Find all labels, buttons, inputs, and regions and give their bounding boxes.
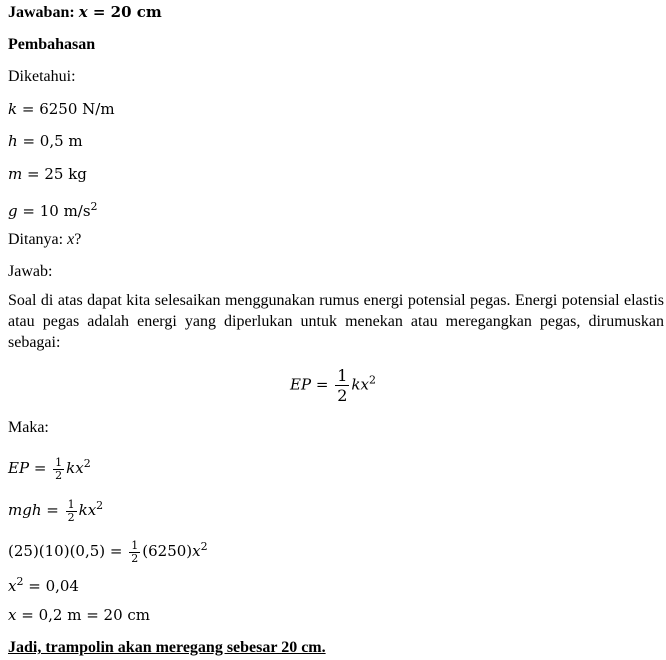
given-h: [8, 131, 83, 151]
given-k-value: = 6250 N/m: [17, 100, 115, 118]
answer-label: Jawaban:: [8, 4, 75, 21]
ditanya-label: Ditanya:: [8, 231, 68, 248]
step-3-exponent: 2: [200, 540, 208, 553]
given-m: [8, 164, 87, 184]
step-2-lhs: mgh: [8, 501, 42, 519]
step-1: [8, 452, 91, 482]
answer-variable: x: [78, 3, 88, 21]
formula-fraction: [335, 366, 349, 405]
step-5-variable: x: [8, 606, 17, 624]
step-3-variable: x: [192, 542, 201, 560]
explanation-paragraph: Soal di atas dapat kita selesaikan menggunakan rumus energi potensial pegas. Energi potensial elastis atau pegas adalah energi yang diperlukan untuk menekan atau meregangkan pegas, dirumuskan sebagai:: [8, 292, 664, 351]
main-formula: [0, 366, 666, 405]
step-1-exponent: 2: [83, 457, 91, 470]
step-5: [8, 605, 150, 625]
conclusion: Jadi, trampolin akan meregang sebesar 20 cm.: [8, 639, 326, 656]
formula-exponent: 2: [368, 373, 376, 387]
step-3-rhs: (6250): [142, 542, 193, 560]
step-1-numerator: 1: [55, 455, 63, 469]
formula-denominator: 2: [337, 386, 348, 405]
given-g-value: = 10 m/s: [17, 202, 91, 220]
given-m-value: = 25 kg: [22, 165, 87, 183]
step-5-value: = 0,2 m = 20 cm: [16, 606, 151, 624]
step-4-exponent: 2: [16, 575, 24, 588]
given-k: [8, 99, 115, 119]
step-1-rhs: kx: [66, 459, 84, 477]
ditanya-mark: ?: [74, 231, 82, 248]
given-m-var: m: [8, 165, 23, 183]
step-4-value: = 0,04: [23, 577, 79, 595]
given-h-value: = 0,5 m: [17, 132, 83, 150]
step-2-equals: =: [41, 501, 64, 519]
diketahui-label: Diketahui:: [8, 68, 76, 85]
formula-numerator: 1: [337, 366, 348, 385]
step-3-fraction: [129, 540, 140, 565]
step-2-numerator: 1: [67, 497, 75, 511]
given-g: [8, 197, 98, 221]
ditanya-line: [8, 230, 81, 250]
given-k-var: k: [8, 100, 18, 118]
ditanya-variable: x: [67, 231, 75, 248]
jawab-label: Jawab:: [8, 263, 53, 280]
step-2-denominator: 2: [67, 510, 75, 524]
formula-equals: =: [311, 375, 334, 394]
section-heading-pembahasan: Pembahasan: [8, 36, 96, 53]
step-3: [8, 535, 208, 565]
step-2: [8, 494, 103, 524]
maka-label: Maka:: [8, 419, 49, 436]
answer-line: [8, 2, 162, 23]
given-h-var: h: [8, 132, 18, 150]
answer-value: = 20 cm: [87, 3, 162, 21]
step-4: [8, 572, 79, 596]
step-1-lhs: EP: [8, 459, 30, 477]
given-g-exponent: 2: [90, 200, 98, 213]
formula-lhs: EP: [290, 375, 312, 394]
step-3-denominator: 2: [131, 551, 139, 565]
step-2-exponent: 2: [96, 499, 104, 512]
step-2-rhs: kx: [78, 501, 97, 519]
step-1-denominator: 2: [55, 468, 63, 482]
step-1-equals: =: [29, 459, 52, 477]
given-g-var: g: [8, 202, 18, 220]
step-1-fraction: [53, 457, 64, 482]
step-2-fraction: [66, 499, 77, 524]
step-3-numerator: 1: [131, 538, 139, 552]
step-3-lhs: (25)(10)(0,5) =: [8, 542, 128, 560]
step-4-variable: x: [8, 577, 17, 595]
formula-rhs: kx: [351, 375, 369, 394]
